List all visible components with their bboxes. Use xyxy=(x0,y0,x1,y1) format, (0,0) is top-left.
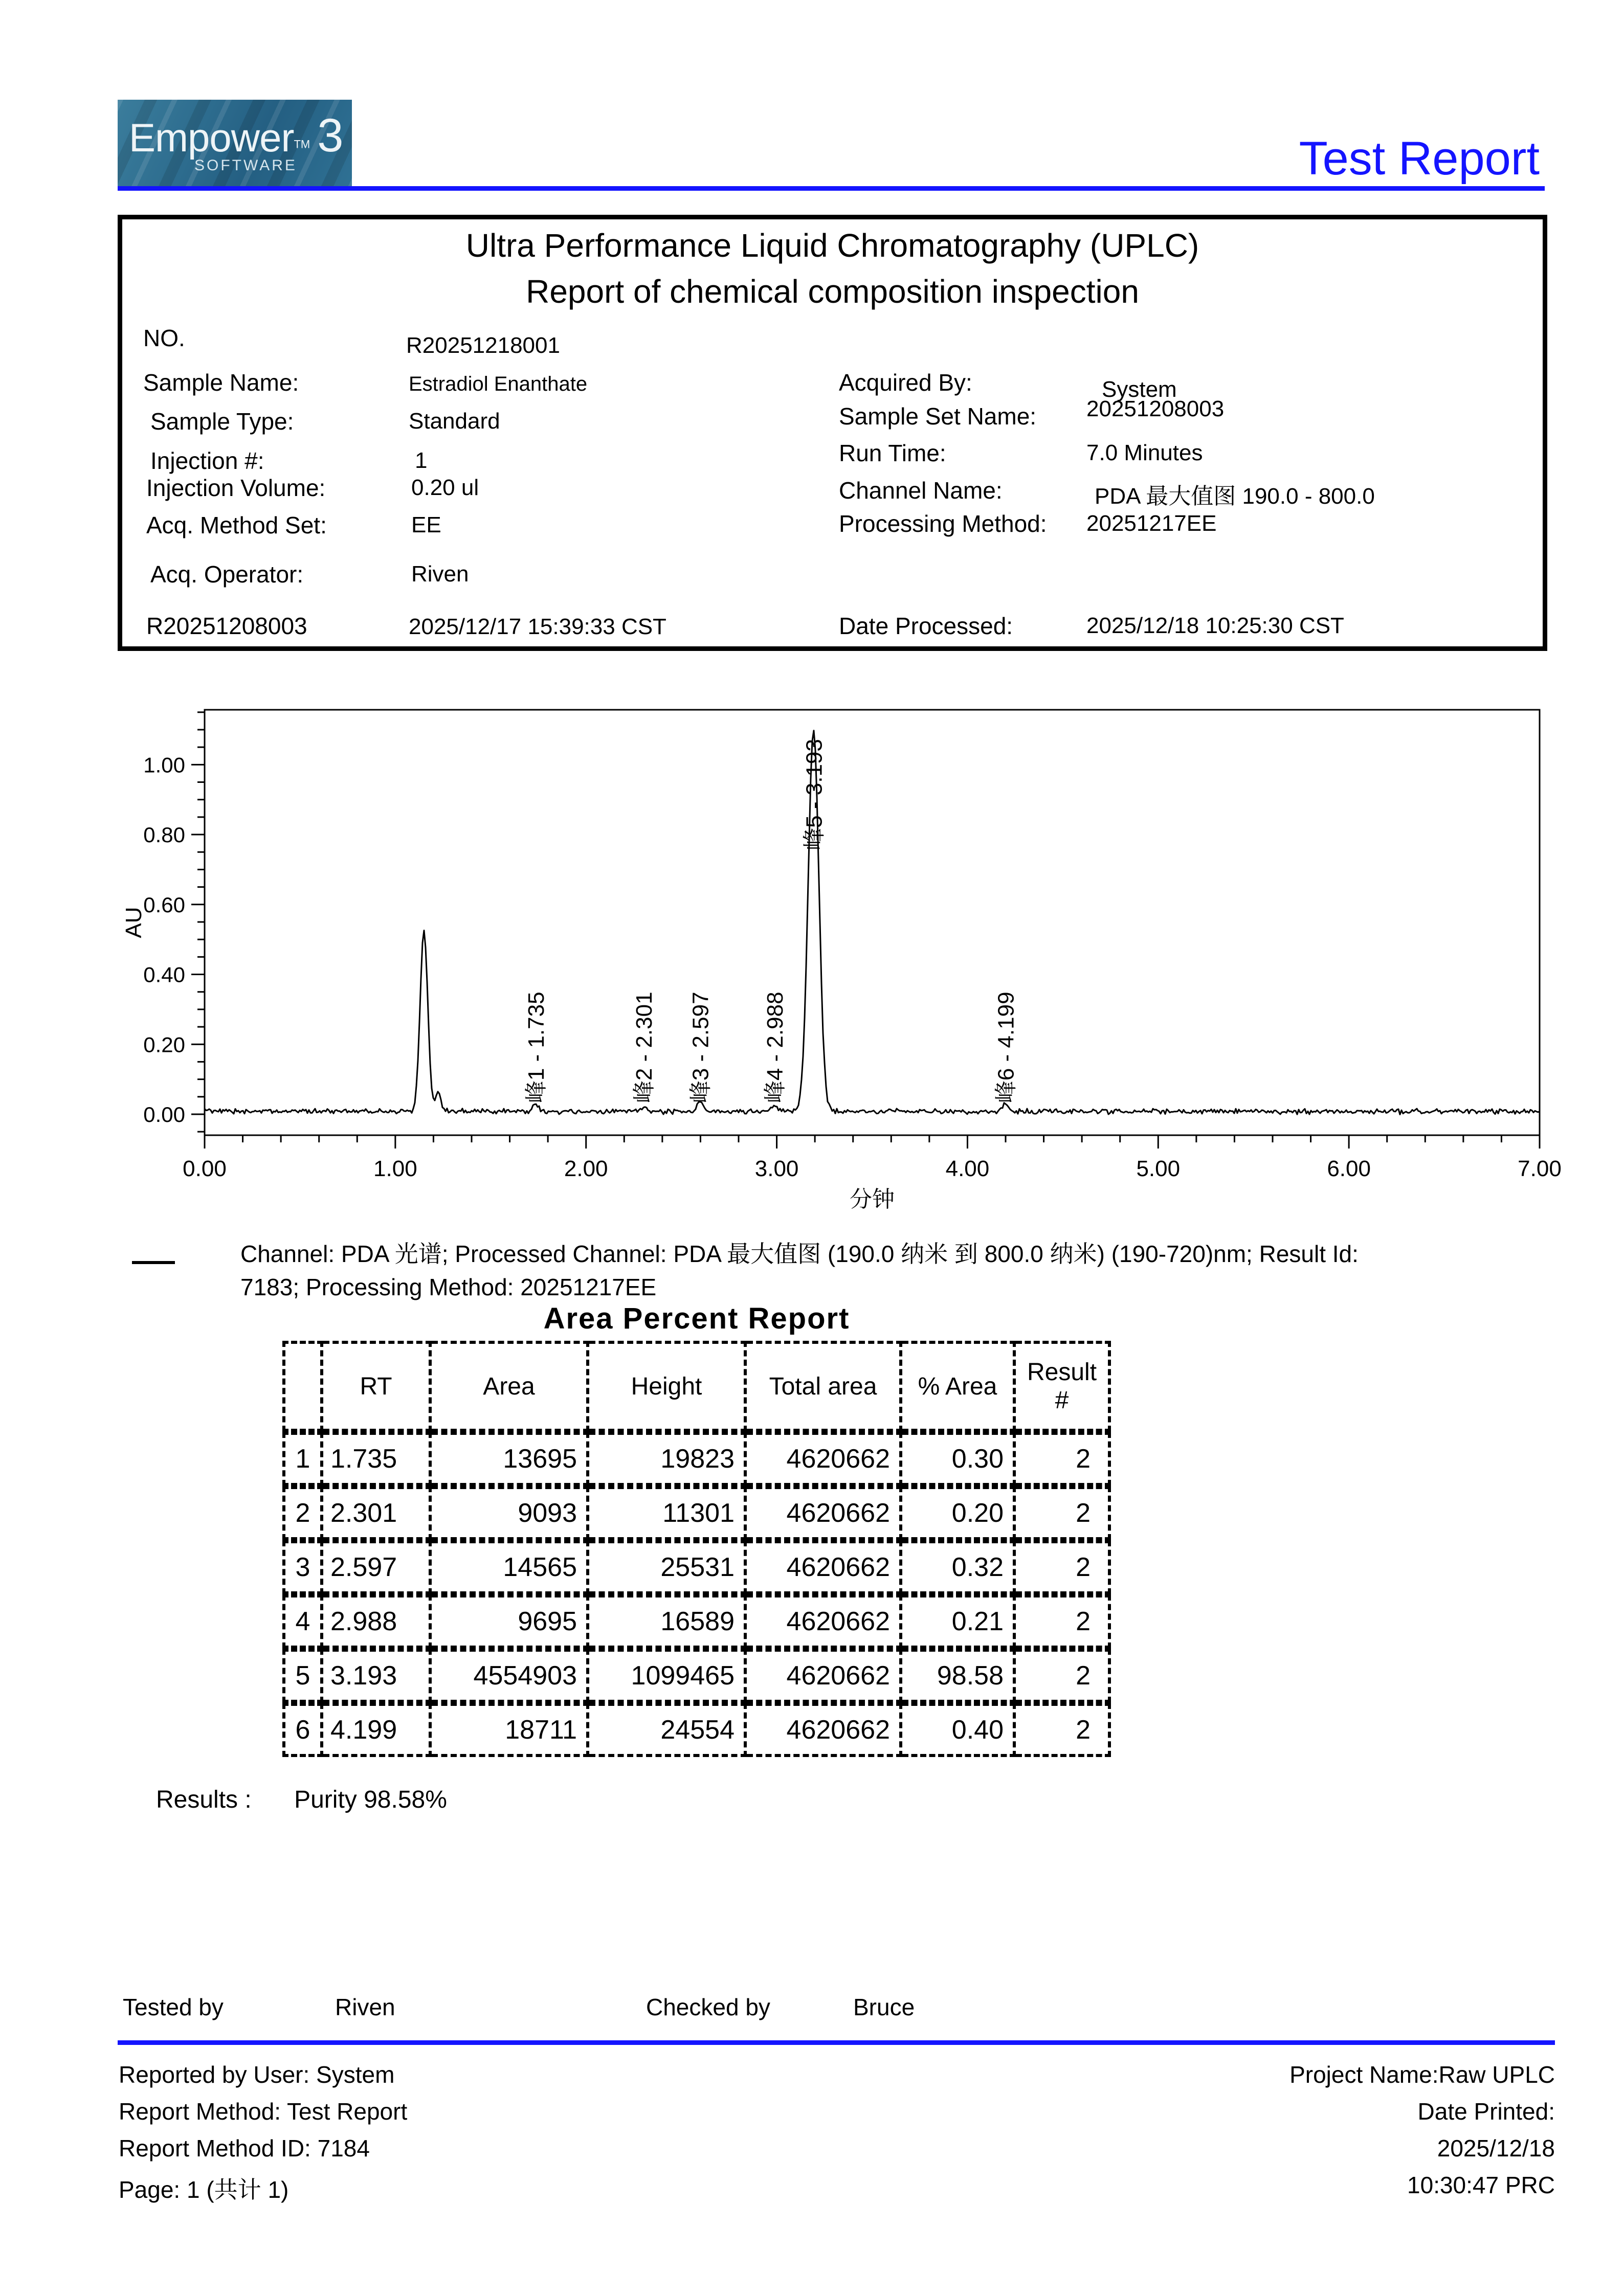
svg-text:峰3 - 2.597: 峰3 - 2.597 xyxy=(688,992,714,1104)
field-sample-type-label: Sample Type: xyxy=(150,408,294,435)
field-result-set-label: R20251208003 xyxy=(146,613,307,639)
cell-height: 11301 xyxy=(589,1486,747,1540)
cell-rt: 1.735 xyxy=(323,1432,432,1486)
checked-by-value: Bruce xyxy=(853,1994,915,2020)
cell-height: 19823 xyxy=(589,1432,747,1486)
cell-area: 18711 xyxy=(432,1703,589,1757)
cell-total-area: 4620662 xyxy=(747,1703,902,1757)
cell-height: 16589 xyxy=(589,1594,747,1649)
table-row xyxy=(282,1594,1111,1649)
checked-by-label: Checked by xyxy=(646,1994,770,2020)
field-acq-operator-value: Riven xyxy=(411,561,469,587)
cell-area: 9695 xyxy=(432,1594,589,1649)
svg-text:0.00: 0.00 xyxy=(183,1156,227,1181)
logo-version: 3 xyxy=(317,109,344,162)
field-processing-method-label: Processing Method: xyxy=(839,510,1047,537)
cell-result-num: 2 xyxy=(1016,1594,1111,1649)
field-channel-name-label: Channel Name: xyxy=(839,477,1003,504)
footer-rule xyxy=(118,2040,1555,2045)
header-rule xyxy=(118,186,1545,191)
field-no-value: R20251218001 xyxy=(406,333,560,358)
tested-by-label: Tested by xyxy=(123,1994,224,2020)
cell-rt: 4.199 xyxy=(323,1703,432,1757)
svg-text:4.00: 4.00 xyxy=(945,1156,990,1181)
footer-date-printed-date: 2025/12/18 xyxy=(1437,2135,1555,2162)
col-height: Height xyxy=(589,1341,747,1432)
svg-text:分钟: 分钟 xyxy=(850,1187,895,1212)
field-injection-volume-label: Injection Volume: xyxy=(146,475,326,501)
svg-text:1.00: 1.00 xyxy=(143,753,185,777)
field-injection-num-label: Injection #: xyxy=(150,447,264,474)
field-sample-set-name-label: Sample Set Name: xyxy=(839,403,1037,430)
logo-trademark: TM xyxy=(294,138,310,151)
svg-text:0.40: 0.40 xyxy=(143,962,185,987)
channel-caption-line1: Channel: PDA 光谱; Processed Channel: PDA 最大值图 (190.0 纳米 到 800.0 纳米) (190-720)nm; Result Id: xyxy=(240,1241,1359,1267)
cell-rt: 3.193 xyxy=(323,1649,432,1703)
svg-text:峰2 - 2.301: 峰2 - 2.301 xyxy=(631,992,657,1104)
results-line xyxy=(156,1786,447,1814)
svg-text:6.00: 6.00 xyxy=(1327,1156,1371,1181)
cell-pct-area: 0.30 xyxy=(902,1432,1016,1486)
field-date-processed-value: 2025/12/18 10:25:30 CST xyxy=(1086,613,1344,638)
cell-total-area: 4620662 xyxy=(747,1486,902,1540)
field-run-time-value: 7.0 Minutes xyxy=(1086,440,1203,465)
cell-result-num: 2 xyxy=(1016,1649,1111,1703)
field-no-label: NO. xyxy=(143,325,185,351)
cell-result-num: 2 xyxy=(1016,1486,1111,1540)
col-index xyxy=(282,1341,323,1432)
cell-height: 1099465 xyxy=(589,1649,747,1703)
area-percent-table xyxy=(282,1341,1111,1757)
cell-peak-num: 3 xyxy=(282,1540,323,1594)
cell-rt: 2.597 xyxy=(323,1540,432,1594)
cell-area: 14565 xyxy=(432,1540,589,1594)
table-row xyxy=(282,1649,1111,1703)
footer-project-name: Project Name:Raw UPLC xyxy=(1289,2061,1555,2088)
svg-text:3.00: 3.00 xyxy=(754,1156,799,1181)
svg-text:峰4 - 2.988: 峰4 - 2.988 xyxy=(763,992,788,1104)
cell-area: 13695 xyxy=(432,1432,589,1486)
cell-total-area: 4620662 xyxy=(747,1540,902,1594)
report-title: Test Report xyxy=(1299,132,1540,185)
field-acquired-by-value: System xyxy=(1102,377,1177,402)
col-pct-area: % Area xyxy=(902,1341,1016,1432)
field-acq-date-value: 2025/12/17 15:39:33 CST xyxy=(409,614,666,639)
svg-text:峰5 - 3.193: 峰5 - 3.193 xyxy=(802,739,827,850)
cell-total-area: 4620662 xyxy=(747,1594,902,1649)
cell-pct-area: 0.21 xyxy=(902,1594,1016,1649)
svg-text:7.00: 7.00 xyxy=(1518,1156,1562,1181)
field-date-processed-label: Date Processed: xyxy=(839,613,1013,639)
cell-pct-area: 0.20 xyxy=(902,1486,1016,1540)
info-title-line1: Ultra Performance Liquid Chromatography (UPLC) xyxy=(465,227,1199,264)
col-area: Area xyxy=(432,1341,589,1432)
svg-text:峰1 - 1.735: 峰1 - 1.735 xyxy=(523,992,549,1104)
footer-date-printed-label: Date Printed: xyxy=(1417,2098,1555,2125)
cell-height: 25531 xyxy=(589,1540,747,1594)
svg-text:AU: AU xyxy=(121,907,146,938)
table-header-row xyxy=(282,1341,1111,1432)
field-acq-operator-label: Acq. Operator: xyxy=(150,561,304,588)
field-sample-set-name-value: 20251208003 xyxy=(1086,396,1225,421)
cell-peak-num: 1 xyxy=(282,1432,323,1486)
table-row xyxy=(282,1540,1111,1594)
channel-legend-dash xyxy=(132,1261,175,1264)
field-acquired-by-label: Acquired By: xyxy=(839,369,972,396)
footer-report-method-id: Report Method ID: 7184 xyxy=(119,2135,370,2162)
logo-name: Empower xyxy=(129,115,294,160)
tested-by-value: Riven xyxy=(335,1994,395,2020)
cell-pct-area: 0.40 xyxy=(902,1703,1016,1757)
field-sample-name-label: Sample Name: xyxy=(143,369,299,396)
table-row xyxy=(282,1486,1111,1540)
svg-text:0.80: 0.80 xyxy=(143,823,185,847)
cell-peak-num: 2 xyxy=(282,1486,323,1540)
svg-text:2.00: 2.00 xyxy=(564,1156,608,1181)
cell-area: 4554903 xyxy=(432,1649,589,1703)
svg-text:0.20: 0.20 xyxy=(143,1032,185,1057)
cell-area: 9093 xyxy=(432,1486,589,1540)
field-run-time-label: Run Time: xyxy=(839,440,946,466)
cell-result-num: 2 xyxy=(1016,1432,1111,1486)
info-title-line2: Report of chemical composition inspection xyxy=(526,273,1139,310)
cell-pct-area: 98.58 xyxy=(902,1649,1016,1703)
field-acq-method-set-value: EE xyxy=(411,512,441,537)
footer-report-method: Report Method: Test Report xyxy=(119,2098,408,2125)
sample-info-box xyxy=(118,215,1547,651)
field-injection-volume-value: 0.20 ul xyxy=(411,475,479,500)
cell-pct-area: 0.32 xyxy=(902,1540,1016,1594)
chromatogram-svg xyxy=(118,706,1565,1217)
cell-peak-num: 5 xyxy=(282,1649,323,1703)
results-label: Results : xyxy=(156,1786,252,1813)
table-row xyxy=(282,1432,1111,1486)
results-value: Purity 98.58% xyxy=(294,1786,447,1813)
svg-text:峰6 - 4.199: 峰6 - 4.199 xyxy=(993,992,1019,1104)
footer-reported-by: Reported by User: System xyxy=(119,2061,395,2088)
svg-text:0.60: 0.60 xyxy=(143,892,185,917)
cell-peak-num: 6 xyxy=(282,1703,323,1757)
table-row xyxy=(282,1703,1111,1757)
cell-rt: 2.301 xyxy=(323,1486,432,1540)
field-processing-method-value: 20251217EE xyxy=(1086,511,1217,536)
logo-subtitle: SOFTWARE xyxy=(194,157,297,174)
footer-page-number: Page: 1 (共计 1) xyxy=(119,2176,289,2203)
cell-result-num: 2 xyxy=(1016,1703,1111,1757)
cell-total-area: 4620662 xyxy=(747,1432,902,1486)
chromatogram xyxy=(118,706,1565,1217)
cell-height: 24554 xyxy=(589,1703,747,1757)
col-rt: RT xyxy=(323,1341,432,1432)
footer-date-printed-time: 10:30:47 PRC xyxy=(1407,2172,1555,2198)
empower-logo-text xyxy=(129,109,343,163)
col-result-num: Result # xyxy=(1016,1341,1111,1432)
area-percent-report-title: Area Percent Report xyxy=(543,1302,850,1335)
cell-rt: 2.988 xyxy=(323,1594,432,1649)
svg-text:5.00: 5.00 xyxy=(1136,1156,1181,1181)
empower-logo xyxy=(118,100,352,187)
field-sample-type-value: Standard xyxy=(409,409,500,434)
field-sample-name-value: Estradiol Enanthate xyxy=(409,373,588,395)
cell-result-num: 2 xyxy=(1016,1540,1111,1594)
field-injection-num-value: 1 xyxy=(415,448,428,473)
field-channel-name-value: PDA 最大值图 190.0 - 800.0 xyxy=(1095,484,1375,509)
cell-total-area: 4620662 xyxy=(747,1649,902,1703)
channel-caption-line2: 7183; Processing Method: 20251217EE xyxy=(240,1274,657,1300)
svg-text:0.00: 0.00 xyxy=(143,1102,185,1127)
field-acq-method-set-label: Acq. Method Set: xyxy=(146,512,327,538)
svg-text:1.00: 1.00 xyxy=(373,1156,417,1181)
cell-peak-num: 4 xyxy=(282,1594,323,1649)
col-total-area: Total area xyxy=(747,1341,902,1432)
